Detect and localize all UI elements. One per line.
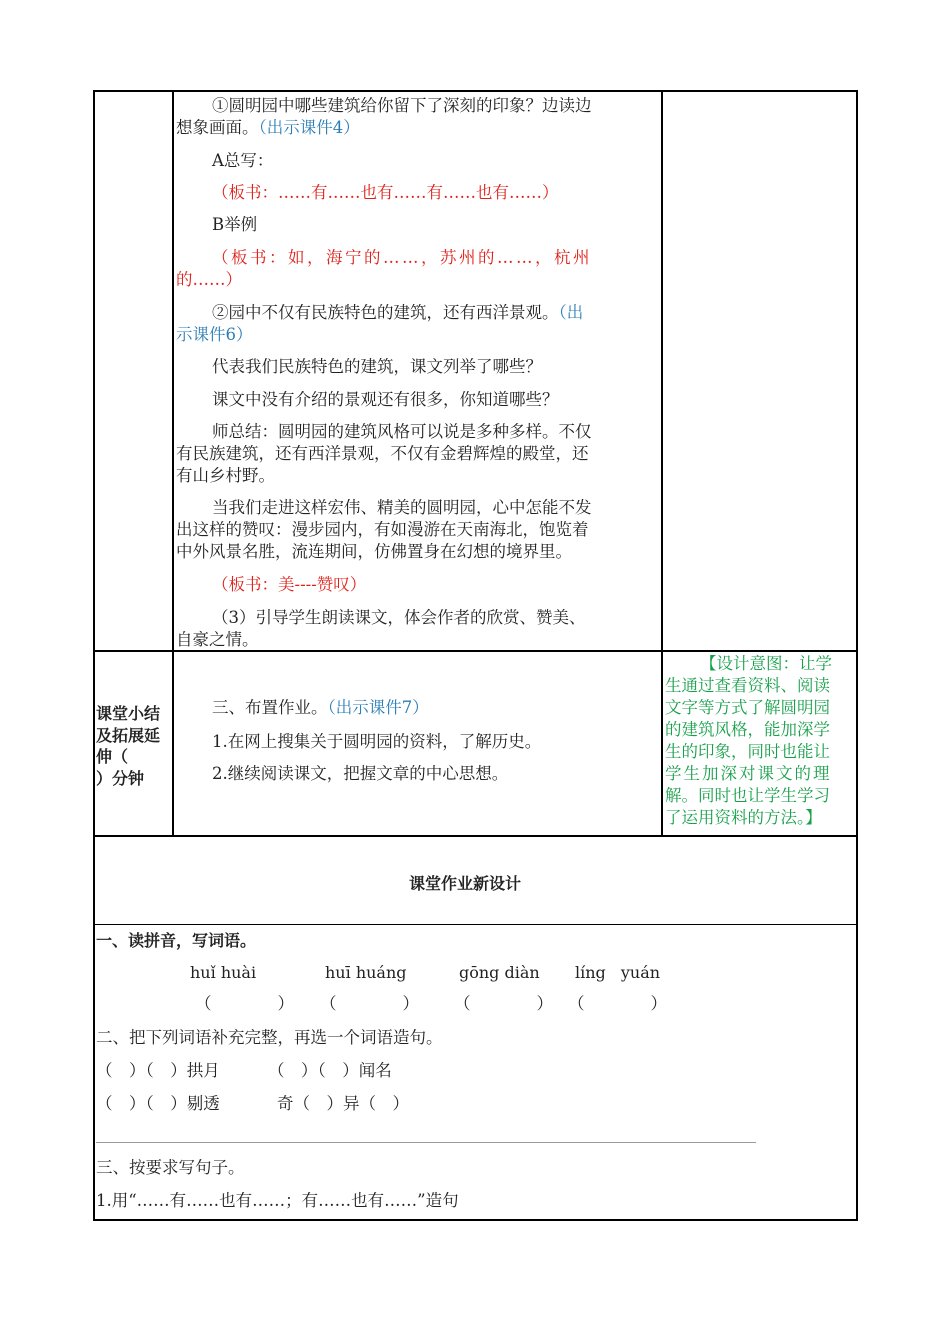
design-intent-line-7: 解。同时也让学生学习	[665, 786, 830, 805]
label-a-general: A总写：	[212, 151, 274, 170]
homework-task-1: 1.在网上搜集关于圆明园的资料，了解历史。	[212, 732, 542, 751]
answer-blank-4[interactable]: （ ）	[568, 994, 667, 1013]
design-intent-line-2: 生通过查看资料、阅读	[665, 676, 830, 695]
courseware-6-note-start: （出	[558, 303, 584, 322]
design-intent-line-1: 【设计意图：让学	[700, 654, 832, 673]
label-b-examples: B举例	[212, 215, 258, 234]
homework-heading	[212, 697, 429, 719]
answer-blank-2[interactable]: （ ）	[320, 994, 419, 1013]
section-label-line-1: 课堂小结	[96, 704, 161, 723]
answer-blank-1[interactable]: （ ）	[195, 994, 294, 1013]
question-1-tail: 想象画面。	[176, 118, 259, 137]
homework-heading-text: 三、布置作业。	[212, 698, 328, 717]
homework-task-2: 2.继续阅读课文，把握文章的中心思想。	[212, 764, 509, 783]
board-note-2-line-1: （板书：如，海宁的……，苏州的……，杭州	[212, 248, 592, 267]
idiom-blank-1[interactable]: （ ）（ ）拱月	[96, 1061, 220, 1080]
guide-reading-line-2: 自豪之情。	[176, 630, 259, 649]
part-3-title: 三、按要求写句子。	[96, 1158, 245, 1177]
homework-design-title: 课堂作业新设计	[409, 874, 522, 893]
board-note-2-line-2: 的……）	[176, 270, 242, 289]
idiom-blank-3[interactable]: （ ）（ ）剔透	[96, 1094, 220, 1113]
section-label-line-3: 伸（	[96, 747, 129, 766]
pinyin-1: huǐ huài	[190, 963, 257, 982]
design-intent-line-4: 的建筑风格，能加深学	[665, 720, 830, 739]
teacher-summary-line-2: 有民族建筑，还有西洋景观，不仅有金碧辉煌的殿堂，还	[176, 444, 589, 463]
ask-other-scenery: 课文中没有介绍的景观还有很多，你知道哪些？	[212, 390, 559, 409]
idiom-blank-2[interactable]: （ ）（ ）闻名	[268, 1061, 392, 1080]
pinyin-4: líng yuán	[575, 963, 661, 982]
pinyin-2: huī huáng	[325, 963, 407, 982]
design-intent-line-5: 生的印象，同时也能让	[665, 742, 830, 761]
table-border-bottom	[93, 1219, 858, 1221]
row-divider-3	[93, 924, 858, 925]
praise-line-3: 中外风景名胜，流连期间，仿佛置身在幻想的境界里。	[176, 542, 572, 561]
pinyin-3: gōng diàn	[459, 963, 540, 982]
teacher-summary-line-3: 有山乡村野。	[176, 466, 275, 485]
part-2-title: 二、把下列词语补充完整，再选一个词语造句。	[96, 1028, 443, 1047]
idiom-blank-4[interactable]: 奇（ ）异（ ）	[277, 1094, 409, 1113]
design-intent-line-3: 文字等方式了解圆明园	[665, 698, 830, 717]
question-2-text: ②园中不仅有民族特色的建筑，还有西洋景观。	[212, 303, 559, 322]
part-1-title: 一、读拼音，写词语。	[96, 931, 257, 950]
courseware-4-note: （出示课件4）	[258, 118, 360, 137]
answer-blank-3[interactable]: （ ）	[454, 994, 553, 1013]
guide-reading-line-1: （3）引导学生朗读课文，体会作者的欣赏、赞美、	[212, 608, 586, 627]
question-1: ①圆明园中哪些建筑给你留下了深刻的印象？边读边	[212, 96, 592, 115]
column-divider-2	[661, 90, 663, 836]
table-border-left	[93, 90, 95, 1221]
courseware-6-note-end: 示课件6）	[176, 325, 253, 344]
ask-national-buildings: 代表我们民族特色的建筑，课文列举了哪些？	[212, 357, 542, 376]
design-intent-line-6: 学生加深对课文的理	[665, 764, 832, 783]
answer-writing-line[interactable]	[96, 1142, 756, 1143]
teacher-summary-line-1: 师总结：圆明园的建筑风格可以说是多种多样。不仅	[212, 422, 592, 441]
table-border-right	[856, 90, 858, 1221]
praise-line-2: 出这样的赞叹：漫步园内，有如漫游在天南海北，饱览着	[176, 520, 589, 539]
courseware-7-note: （出示课件7）	[327, 698, 429, 717]
table-border-top	[93, 90, 858, 92]
praise-line-1: 当我们走进这样宏伟、精美的圆明园，心中怎能不发	[212, 498, 592, 517]
column-divider-1	[172, 90, 174, 836]
section-label-line-2: 及拓展延	[96, 726, 161, 745]
board-note-3: （板书：美----赞叹）	[212, 575, 367, 594]
board-note-1: （板书：……有……也有……有……也有……）	[212, 183, 559, 202]
part-3-question-1: 1.用“……有……也有……；有……也有……”造句	[96, 1191, 459, 1210]
question-1-continued	[176, 117, 360, 139]
section-label-line-4: ）分钟	[96, 769, 145, 788]
row-divider-2	[93, 835, 858, 837]
design-intent-line-8: 了运用资料的方法。】	[665, 808, 822, 827]
question-2	[212, 302, 583, 324]
